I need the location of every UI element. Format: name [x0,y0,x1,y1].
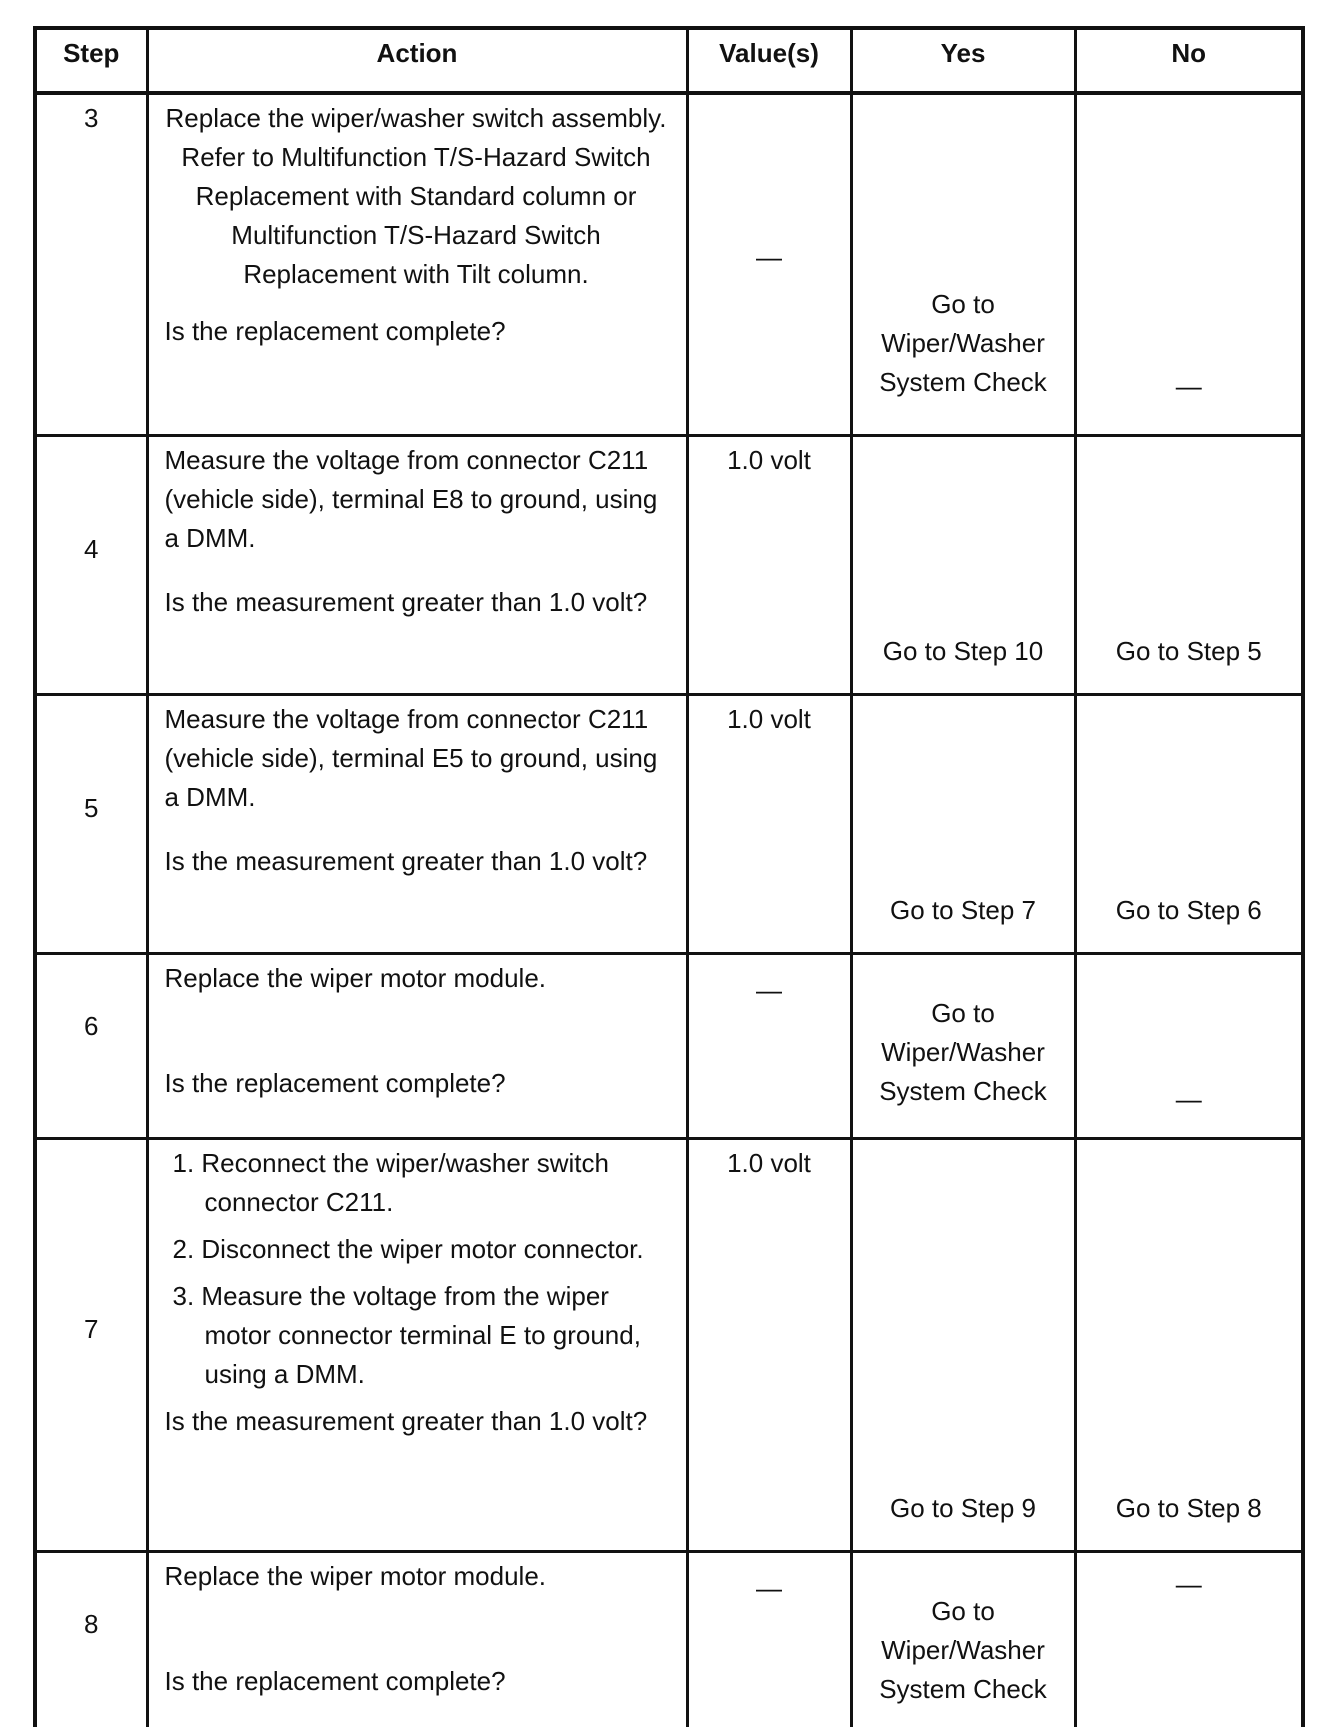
action-cell [147,93,687,436]
no-outcome: — [1077,1080,1302,1119]
value-cell [687,436,851,695]
action-cell [147,1139,687,1552]
no-cell [1075,1139,1303,1552]
no-cell [1075,695,1303,954]
action-cell [147,436,687,695]
table-row [35,954,1303,1139]
step-cell [35,695,147,954]
action-question: Is the measurement greater than 1.0 volt? [165,583,668,622]
header-values: Value(s) [687,28,851,93]
value-cell [687,1552,851,1727]
action-question: Is the measurement greater than 1.0 volt? [165,842,668,881]
value-cell [687,954,851,1139]
value-text: — [695,971,844,1010]
header-step: Step [35,28,147,93]
step-cell [35,1552,147,1727]
no-outcome: — [1077,367,1302,406]
action-text: Replace the wiper motor module. [165,1557,668,1596]
action-question: Is the replacement complete? [165,1662,668,1701]
header-yes: Yes [851,28,1075,93]
action-question: Is the measurement greater than 1.0 volt? [165,1402,668,1441]
value-cell [687,93,851,436]
yes-cell [851,954,1075,1139]
table-row [35,93,1303,436]
table-row [35,1552,1303,1727]
table-row [35,695,1303,954]
value-text: — [695,238,844,277]
step-number: 3 [37,95,146,138]
value-text: 1.0 volt [727,1148,811,1178]
action-cell [147,695,687,954]
step-cell [35,1139,147,1552]
value-cell [687,1139,851,1552]
step-number: 5 [37,789,146,828]
diagnostic-table [33,26,1305,1727]
yes-cell [851,93,1075,436]
no-outcome: Go to Step 6 [1077,891,1302,930]
header-no: No [1075,28,1303,93]
table-row [35,436,1303,695]
no-outcome: Go to Step 8 [1077,1489,1302,1528]
no-cell [1075,1552,1303,1727]
action-text: Replace the wiper/washer switch assembly. Refer to Multifunction T/S-Hazard Switch Replacement with Standard column or Multifunction T/S-Hazard Switch Replacement with Tilt column. [165,99,668,294]
step-number: 6 [37,1007,146,1046]
yes-outcome: Go to Step 7 [853,891,1074,930]
action-question: Is the replacement complete? [165,312,668,351]
step-number: 8 [37,1605,146,1644]
yes-cell [851,1139,1075,1552]
step-cell [35,93,147,436]
table-row [35,1139,1303,1552]
no-cell [1075,954,1303,1139]
yes-cell [851,695,1075,954]
yes-outcome: Go to Wiper/Washer System Check [853,285,1074,402]
yes-cell [851,1552,1075,1727]
yes-cell [851,436,1075,695]
value-text: — [695,1569,844,1608]
action-question: Is the replacement complete? [165,1064,668,1103]
value-cell [687,695,851,954]
action-text: Measure the voltage from connector C211 (vehicle side), terminal E8 to ground, using a DMM. [165,441,668,558]
list-item: 3. Measure the voltage from the wiper motor connector terminal E to ground, using a DMM. [165,1277,668,1394]
step-number: 4 [37,530,146,569]
yes-outcome: Go to Step 9 [853,1489,1074,1528]
no-outcome: — [1077,1565,1302,1604]
yes-outcome: Go to Step 10 [853,632,1074,671]
step-cell [35,436,147,695]
yes-outcome: Go to Wiper/Washer System Check [853,1592,1074,1709]
header-row [35,28,1303,93]
header-action: Action [147,28,687,93]
action-cell [147,954,687,1139]
list-item: 1. Reconnect the wiper/washer switch connector C211. [165,1144,668,1222]
value-text: 1.0 volt [727,445,811,475]
action-text: Replace the wiper motor module. [165,959,668,998]
no-outcome: Go to Step 5 [1077,632,1302,671]
action-text: Measure the voltage from connector C211 (vehicle side), terminal E5 to ground, using a DMM. [165,700,668,817]
no-cell [1075,93,1303,436]
step-cell [35,954,147,1139]
list-item: 2. Disconnect the wiper motor connector. [165,1230,668,1269]
action-cell [147,1552,687,1727]
yes-outcome: Go to Wiper/Washer System Check [853,994,1074,1111]
value-text: 1.0 volt [727,704,811,734]
no-cell [1075,436,1303,695]
step-number: 7 [37,1310,146,1349]
